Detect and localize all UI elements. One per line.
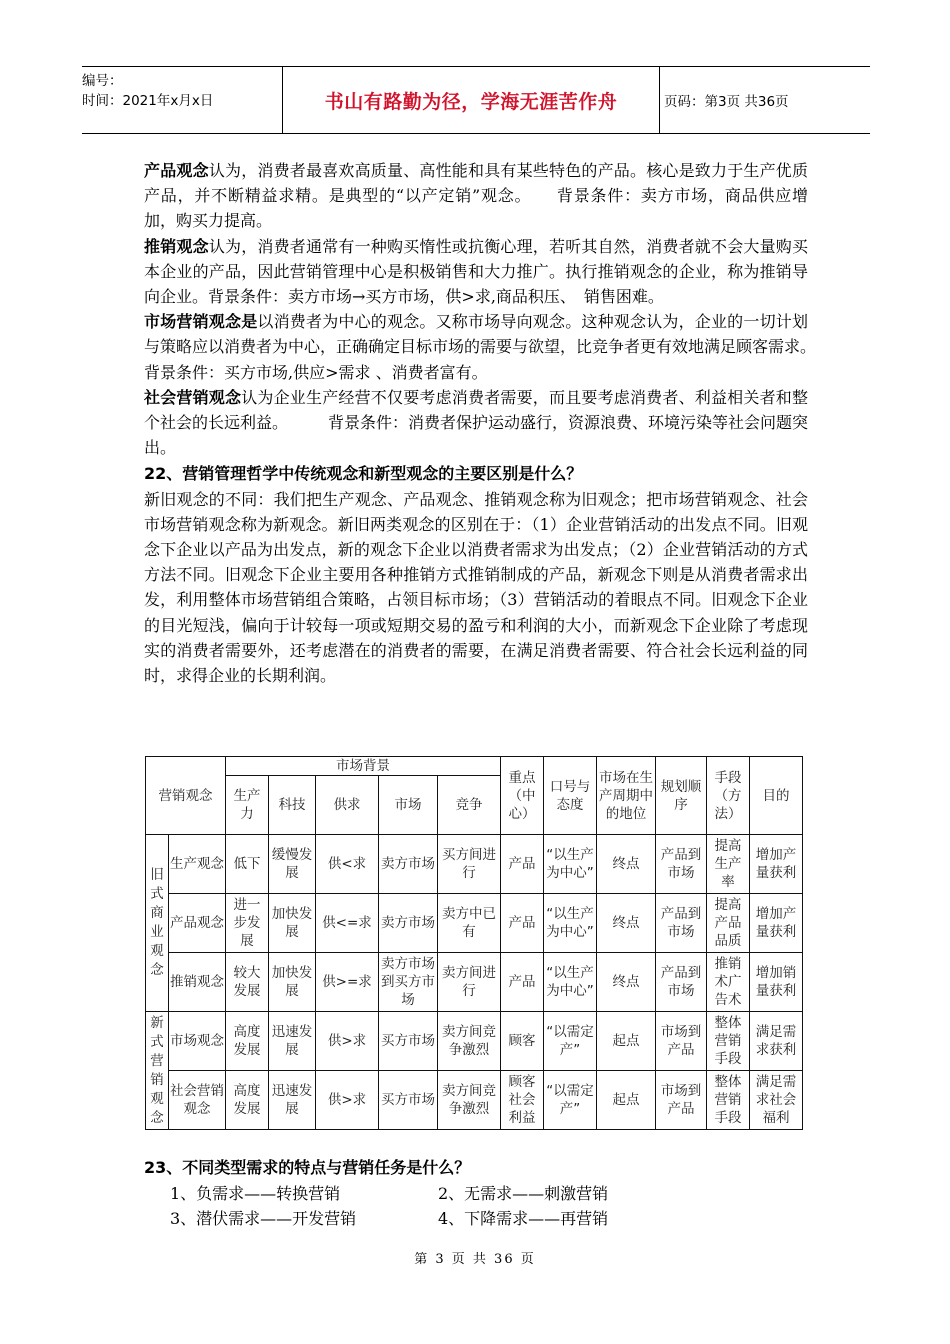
table-cell: 市场到产品 (656, 1012, 707, 1071)
table-cell: 市场观念 (169, 1012, 226, 1071)
paragraph-social-marketing-concept (144, 385, 808, 461)
table-cell: 买方间进行 (438, 835, 501, 894)
table-row (146, 835, 803, 894)
table-cell: 加快发展 (269, 894, 316, 953)
term-label: 推销观念 (144, 236, 209, 256)
header-motto: 书山有路勤为径，学海无涯苦作舟 (324, 90, 618, 113)
table-cell: 高度发展 (226, 1012, 269, 1071)
th-technology: 科技 (269, 776, 316, 835)
main-content (144, 158, 873, 688)
list-row (170, 1206, 706, 1231)
table-cell: 供<=求 (316, 894, 379, 953)
marketing-concepts-table (145, 756, 803, 1130)
table-cell: 加快发展 (269, 953, 316, 1012)
table-cell: 起点 (597, 1012, 656, 1071)
table-cell: 市场到产品 (656, 1071, 707, 1130)
term-label: 产品观念 (144, 161, 209, 180)
table-cell: 迅速发展 (269, 1071, 316, 1130)
table-cell: 产品到市场 (656, 953, 707, 1012)
question-23-title: 23、不同类型需求的特点与营销任务是什么？ (144, 1158, 471, 1177)
th-productivity: 生产力 (226, 776, 269, 835)
table-cell: 卖方间竞争激烈 (438, 1012, 501, 1071)
table-row (146, 953, 803, 1012)
th-order: 规划顺序 (656, 757, 707, 835)
table-cell: 卖方市场 (379, 835, 438, 894)
table-cell: “以需定产” (544, 1012, 597, 1071)
th-competition: 竞争 (438, 776, 501, 835)
table-cell: 供>求 (316, 1012, 379, 1071)
paragraph-text: 认为，消费者通常有一种购买惰性或抗衡心理，若听其自然，消费者就不会大量购买本企业的产品，因此营销管理中心是积极销售和大力推广。执行推销观念的企业，称为推销导向企业。背景条件：卖方市场→买方市场，供>求,商品积压、 销售困难。 (144, 236, 808, 307)
list-row (170, 1181, 706, 1206)
th-position: 市场在生产周期中的地位 (597, 757, 656, 835)
group-new-label: 新式营销观念 (146, 1012, 169, 1130)
header-meta (82, 67, 280, 137)
header-motto-cell (282, 67, 660, 133)
table-cell: 产品观念 (169, 894, 226, 953)
table-cell: 产品到市场 (656, 835, 707, 894)
table-cell: 卖方间竞争激烈 (438, 1071, 501, 1130)
table-cell: 生产观念 (169, 835, 226, 894)
table-cell: 产品 (501, 953, 544, 1012)
table-cell: 顾客社会利益 (501, 1071, 544, 1130)
table-cell: 满足需求获利 (750, 1012, 803, 1071)
table-cell: “以生产为中心” (544, 894, 597, 953)
table-cell: “以生产为中心” (544, 953, 597, 1012)
table-cell: 卖方市场 (379, 894, 438, 953)
paragraph-product-concept (144, 158, 808, 234)
table-cell: 产品 (501, 894, 544, 953)
table-cell: 增加产量获利 (750, 894, 803, 953)
th-focus: 重点（中心） (501, 757, 544, 835)
paragraph-text: 认为企业生产经营不仅要考虑消费者需要，而且要考虑消费者、利益相关者和整个社会的长远利益。 背景条件：消费者保护运动盛行，资源浪费、环境污染等社会问题突出。 (144, 387, 809, 458)
document-date: 时间：2021年x月x日 (82, 93, 214, 109)
table-cell: 增加产量获利 (750, 835, 803, 894)
question-23-section (144, 1154, 808, 1180)
table-row (146, 894, 803, 953)
table-cell: “以生产为中心” (544, 835, 597, 894)
group-old-label: 旧式商业观念 (146, 835, 169, 1012)
term-label: 市场营销观念是 (144, 312, 258, 332)
table-cell: 买方市场 (379, 1071, 438, 1130)
table-cell: 供>求 (316, 1071, 379, 1130)
table-row (146, 1012, 803, 1071)
table-cell: 迅速发展 (269, 1012, 316, 1071)
list-item: 3、潜伏需求——开发营销 (170, 1209, 357, 1228)
table-cell: 终点 (597, 953, 656, 1012)
document-number-label: 编号： (82, 73, 123, 89)
table-cell: 增加销量获利 (750, 953, 803, 1012)
demand-types-list (170, 1181, 706, 1231)
th-market: 市场 (379, 776, 438, 835)
paragraph-selling-concept (144, 234, 808, 310)
table-cell: 缓慢发展 (269, 835, 316, 894)
question-22-title: 22、营销管理哲学中传统观念和新型观念的主要区别是什么？ (144, 464, 583, 484)
table-cell: 产品到市场 (656, 894, 707, 953)
table-cell: 提高生产率 (707, 835, 750, 894)
th-market-background: 市场背景 (226, 757, 501, 776)
table-cell: 整体营销手段 (707, 1071, 750, 1130)
table-cell: 进一步发展 (226, 894, 269, 953)
table-cell: 产品 (501, 835, 544, 894)
table-cell: 高度发展 (226, 1071, 269, 1130)
paragraph-text: 认为，消费者最喜欢高质量、高性能和具有某些特色的产品。核心是致力于生产优质产品，并不断精益求精。是典型的“以产定销”观念。 背景条件：卖方市场，商品供应增加，购买力提高。 (144, 161, 808, 231)
table-cell: 供<求 (316, 835, 379, 894)
header-page-info: 页码：第3页 共36页 (664, 94, 789, 110)
page-header (82, 66, 870, 134)
list-item: 4、下降需求——再营销 (438, 1209, 609, 1228)
table-cell: 卖方中已有 (438, 894, 501, 953)
table-cell: 买方市场 (379, 1012, 438, 1071)
th-supply-demand: 供求 (316, 776, 379, 835)
table-cell: 终点 (597, 894, 656, 953)
list-item: 1、负需求——转换营销 (170, 1184, 341, 1203)
page-footer: 第 3 页 共 36 页 (414, 1252, 536, 1267)
table-cell: 社会营销观念 (169, 1071, 226, 1130)
table-header-row (146, 757, 803, 776)
table-cell: 推销术广告术 (707, 953, 750, 1012)
th-concept: 营销观念 (146, 757, 226, 835)
table-cell: 低下 (226, 835, 269, 894)
table-cell: “以需定产” (544, 1071, 597, 1130)
th-goal: 目的 (750, 757, 803, 835)
th-means: 手段（方法） (707, 757, 750, 835)
table-cell: 卖方间进行 (438, 953, 501, 1012)
term-label: 社会营销观念 (144, 387, 242, 407)
table-cell: 整体营销手段 (707, 1012, 750, 1071)
question-22-body: 新旧观念的不同：我们把生产观念、产品观念、推销观念称为旧观念；把市场营销观念、社会市场营销观念称为新观念。新旧两类观念的区别在于：（1）企业营销活动的出发点不同。旧观念下企业以产品为出发点，新的观念下企业以消费者需求为出发点；（2）企业营销活动的方式方法不同。旧观念下企业主要用各种推销方式推销制成的产品，新观念下则是从消费者需求出发，利用整体市场营销组合策略，占领目标市场；（3）营销活动的着眼点不同。旧观念下企业的目光短浅，偏向于计较每一项或短期交易的盈亏和利润的大小，而新观念下企业除了考虑现实的消费者需要外，还考虑潜在的消费者的需要，在满足消费者需要、符合社会长远利益的同时，求得企业的长期利润。 (144, 489, 808, 686)
table-cell: 较大发展 (226, 953, 269, 1012)
table-row (146, 1071, 803, 1130)
th-slogan: 口号与态度 (544, 757, 597, 835)
table-cell: 顾客 (501, 1012, 544, 1071)
table-cell: 推销观念 (169, 953, 226, 1012)
table-cell: 起点 (597, 1071, 656, 1130)
table-cell: 满足需求社会福利 (750, 1071, 803, 1130)
paragraph-text: 以消费者为中心的观念。又称市场导向观念。这种观念认为，企业的一切计划与策略应以消费者为中心，正确确定目标市场的需要与欲望，比竞争者更有效地满足顾客需求。 背景条件：买方市场,供应>需求 、消费者富有。 (144, 312, 873, 382)
table-cell: 供>=求 (316, 953, 379, 1012)
list-item: 2、无需求——刺激营销 (438, 1184, 609, 1203)
paragraph-marketing-concept (144, 309, 873, 385)
table-cell: 终点 (597, 835, 656, 894)
table-cell: 提高产品品质 (707, 894, 750, 953)
table-cell: 卖方市场到买方市场 (379, 953, 438, 1012)
